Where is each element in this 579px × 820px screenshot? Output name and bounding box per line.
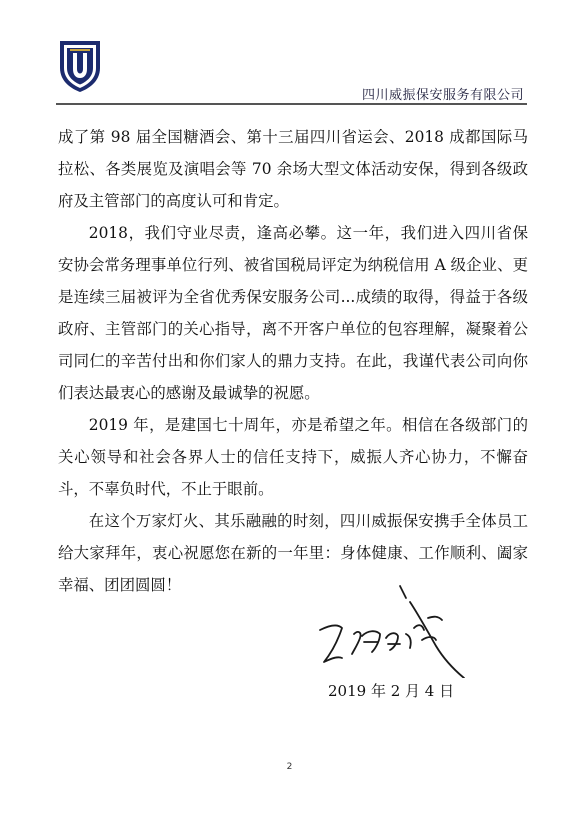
handwritten-signature-icon bbox=[302, 578, 472, 678]
letter-body bbox=[58, 121, 528, 601]
letter-date: 2019 年 2 月 4 日 bbox=[328, 682, 455, 700]
paragraph: 在这个万家灯火、其乐融融的时刻，四川威振保安携手全体员工给大家拜年，衷心祝愿您在新的一年里：身体健康、工作顺利、阖家幸福、团团圆圆！ bbox=[58, 512, 528, 594]
paragraph: 2018，我们守业尽责，逢高必攀。这一年，我们进入四川省保安协会常务理事单位行列、被省国税局评定为纳税信用 A 级企业、更是连续三届被评为全省优秀保安服务公司...成绩的取得，得益于各级政府、主管部门的关心指导，离不开客户单位的包容理解，凝聚着公司同仁的辛苦付出和你们家人的鼎力支持。在此，我谨代表公司向你们表达最衷心的感谢及最诚挚的祝愿。 bbox=[58, 224, 528, 402]
header-divider bbox=[56, 103, 527, 105]
page-number: 2 bbox=[286, 762, 293, 772]
shield-u-logo-icon bbox=[56, 38, 104, 94]
paragraph: 2019 年，是建国七十周年，亦是希望之年。相信在各级部门的关心领导和社会各界人士的信任支持下，威振人齐心协力，不懈奋斗，不辜负时代，不止于眼前。 bbox=[58, 416, 528, 498]
company-name: 四川威振保安服务有限公司 bbox=[361, 88, 524, 103]
paragraph: 成了第 98 届全国糖酒会、第十三届四川省运会、2018 成都国际马拉松、各类展览及演唱会等 70 余场大型文体活动安保，得到各级政府及主管部门的高度认可和肯定。 bbox=[58, 128, 528, 210]
